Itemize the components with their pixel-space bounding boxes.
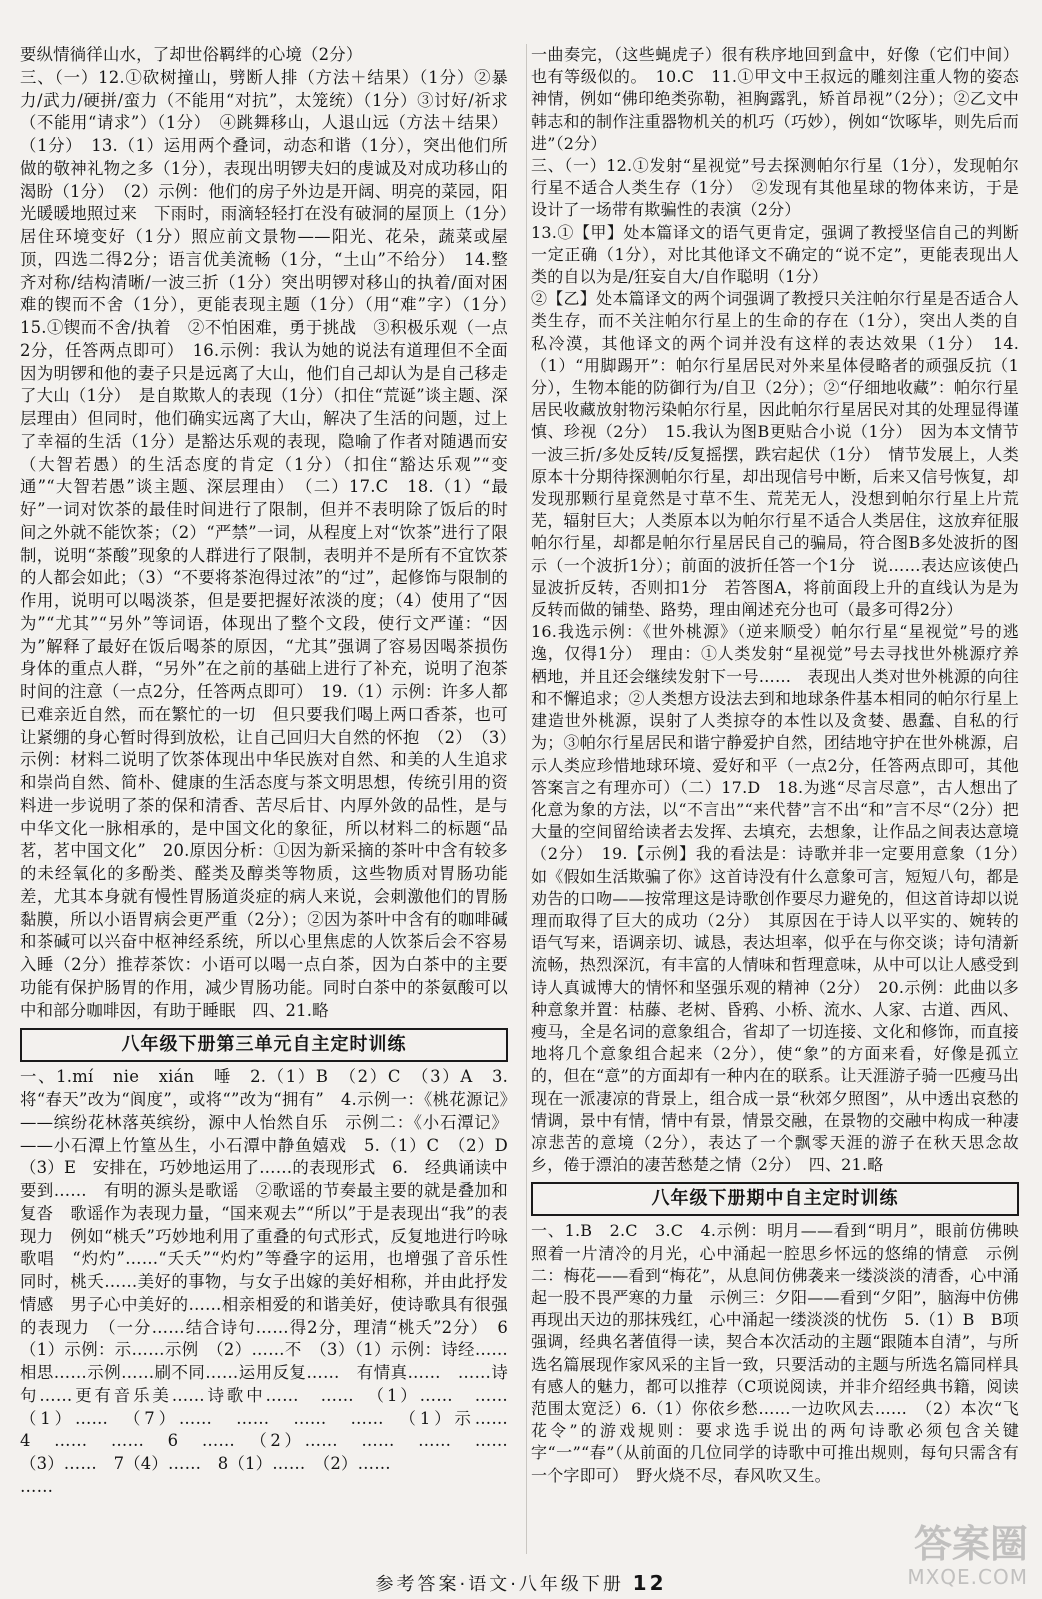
answer-paragraph: 16.我选示例：《世外桃源》（逆来顺受）帕尔行星“星视觉”号的逃逸，仅得1分） 理由：①人类发射“星视觉”号去寻找世外桃源疗养栖地，并且还会继续发射下一号…… 表现出人类对世外桃源的向往和不懈追求；②人类想方设法去到和地球条件基本相同的帕尔行星上建造世外桃源，误射了人类掠夺的本性以及贪婪、愚蠢、自私的行为；③帕尔行星居民和谐宁静爱护自然，团结地守护在世外桃源，启示人类应珍惜地球环境、爱好和平（一点2分，任答两点即可，其他答案言之有理亦可）（二）17.D 18.为逃“尽言尽意”，古人想出了化意为象的方法，以“不言出”“来代替”言不出“和”言不尽“（2分）把大量的空间留给读者去发挥、去填充，去想象，让作品之间表达意境（2分） 19.【示例】我的看法是：诗歌并非一定要用意象（1分） 如《假如生活欺骗了你》这首诗没有什么意象可言，短短八句，都是劝告的口吻——按常理这是诗歌创作要尽力避免的，但这首诗却以说理而取得了巨大的成功（2分） 其原因在于诗人以平实的、婉转的语气写来，语调亲切、诚恳，表达坦率，似乎在与你交谈；诗句清新流畅，热烈深沉，有丰富的人情味和哲理意味，从中可以让人感受到诗人真诚博大的情怀和坚强乐观的精神（2分） 20.示例：此曲以多种意象并置：枯藤、老树、昏鸦、小桥、流水、人家、古道、西风、瘦马，全是名词的意象组合，省却了一切连接、文化和修饰，而直接地将几个意象组合起来（2分），使“象”的方面来看，好像是孤立的，但在“意”的方面却有一种内在的联系。让天涯游子骑一匹瘦马出现在一派凄凉的背景上，组合成一景“秋郊夕照图”，从中透出哀愁的情调，景中有情，情中有景，情景交融，在景物的交融中构成一种凄凉悲苦的意境（2分），表达了一个飘零天涯的游子在秋天思念故乡，倦于漂泊的凄苦愁楚之情（2分） 四、21.略 — [531, 622, 1036, 1175]
answer-paragraph: 三、（一）12.①砍树撞山，劈断人排（方法＋结果）（1分）②暴力/武力/硬拼/蛮力（不能用“对抗”，太笼统）（1分）③讨好/祈求（不能用“请求”）（1分） ④跳舞移山，人退山远（方法＋结果）（1分） 13.（1）运用两个叠词，动态和谐（1分），突出他们所做的敬神礼物之多（1分），表现出明锣夫妇的虔诚及对成功移山的渴盼（1分） （2）示例：他们的房子外边是开阔、明亮的菜园，阳光暖暖地照过来 下雨时，雨滴轻轻打在没有破洞的屋顶上（1分）居住环境变好（1分）照应前文景物——阳光、花朵，蔬菜或屋顶，四选二得2分；语言优美流畅（1分，“土山”不给分） 14.整齐对称/结构清晰/一波三折（1分）突出明锣对移山的执着/面对困难的锲而不舍（1分），更能表现主题（1分）（用“难”字）（1分） 15.①锲而不舍/执着 ②不怕困难，勇于挑战 ③积极乐观（一点2分，任答两点即可） 16.示例：我认为她的说法有道理但不全面 因为明锣和他的妻子只是远离了大山，他们自己却认为是自己移走了大山（1分） 是自欺欺人的表现（1分）（扣住“荒诞”谈主题、深层理由）但同时，他们确实远离了大山，解决了生活的问题，过上了幸福的生活（1分）是豁达乐观的表现，隐喻了作者对随遇而安（大智若愚）的生活态度的肯定（1分）（扣住“豁达乐观”“变通”“大智若愚”谈主题、深层理由） （二）17.C 18.（1）“最好”一词对饮茶的最佳时间进行了限制，但并不表明除了饭后的时间之外就不能饮茶；（2）“严禁”一词，从程度上对“饮茶”进行了限制，说明“茶酸”现象的人群进行了限制，表明并不是所有不宜饮茶的人都会如此；（3）“不要将茶泡得过浓”的“过”，起修饰与限制的作用，说明可以喝淡茶，但是要把握好浓淡的度；（4）使用了“因为”“尤其”“另外”等词语，体现出了整个文段，使行文严谨：“因为”解释了最好在饭后喝茶的原因，“尤其”强调了容易因喝茶损伤身体的重点人群，“另外”在之前的基础上进行了补充，说明了泡茶时间的注意（一点2分，任答两点即可） 19.（1）示例：许多人都已难亲近自然，而在繁忙的一切 但只要我们喝上两口香茶，也可让紧绷的身心暂时得到放松，让自己回归大自然的怀抱 （2） （3）示例：材料二说明了饮茶体现出中华民族对自然、和美的人生追求和崇尚自然、简朴、健康的生活态度与茶文明思想，传统引用的资料进一步说明了茶的保和清香、苦尽后甘、内厚外敛的品性，是与中华文化一脉相承的，是中国文化的象征，所以材料二的标题“品茗，茗中国文化” 20.原因分析：①因为新采摘的茶叶中含有较多的未经氧化的多酚类、醛类及醇类等物质，这些物质对胃肠功能差，尤其本身就有慢性胃肠道炎症的病人来说，会刺激他们的胃肠黏膜，所以小语胃病会更严重（2分）；②因为茶叶中含有的咖啡碱和茶碱可以兴奋中枢神经系统，所以心里焦虑的人饮茶后会不容易入睡（2分）推荐茶饮：小语可以喝一点白茶，因为白茶中的主要功能有保护肠胃的作用，减少胃肠功能。同时白茶中的茶氨酸可以中和部分咖啡因，有助于睡眠 四、21.略 — [20, 67, 525, 1020]
watermark-title: 答案圈 — [913, 1522, 1028, 1566]
answer-paragraph: 一、1.B 2.C 3.C 4.示例：明月——看到“明月”，眼前仿佛映照着一片清冷的月光，心中涌起一腔思乡怀远的悠绵的情意 示例二：梅花——看到“梅花”，从息间仿佛袭来一缕淡淡的清香，心中涌起一股不畏严寒的力量 示例三：夕阳——看到“夕阳”，脑海中仿佛再现出天边的那抹残红，心中涌起一缕淡淡的忧伤 5.（1）B B项强调，经典名著值得一读，契合本次活动的主题“跟随本自清”，与所选名篇展现作家风采的主旨一致，只要活动的主题与所选名篇同样具有感人的魅力，都可以推荐（C项说阅读，并非介绍经典书籍，阅读范围太宽泛）6.（1）你依乡愁……一边吹风去…… （2）本次“飞花令”的游戏规则：要求选手说出的两句诗歌必须包含关键字“一”“春”（从前面的几位同学的诗歌中可推出规则，每句只需含有一个字即可） 野火烧不尽，春风吹又生。 — [531, 1221, 1019, 1485]
watermark-logo — [878, 1523, 1028, 1593]
answer-paragraph: 一、1.mí nie xián 唾 2.（1）B （2）C （3）A 3.将“春天”改为“阆度”，或将“”改为“拥有” 4.示例一：《桃花源记》——缤纷花林落英缤纷，源中人怡然自乐 示例二：《小石潭记》——小石潭上竹篁丛生，小石潭中静鱼嬉戏 5.（1）C （2）D （3）E 安排在，巧妙地运用了……的表现形式 6. 经典诵读中要到…… 有明的源头是歌谣 ②歌谣的节奏最主要的就是叠加和复沓 歌谣作为表现力量，“国来观去”“所以”于是表现出“我”的表现力 例如“桃夭”巧妙地利用了重叠的句式形式，反复地进行吟咏歌唱 “灼灼”……“夭夭”“灼灼”等叠字的运用，也增强了音乐性 同时，桃夭……美好的事物，与女子出嫁的美好相称，并由此抒发情感 男子心中美好的……相亲相爱的和谐美好，使诗歌具有很强的表现力 （一分……结合诗句……得2分，理清“桃夭”2分） 6（1）示例：示……示例 （2）……不 （3）（1）示例：诗经……相思……示例……刷不同……运用反复…… 有情真…… ……诗句……更有音乐美……诗歌中…… …… （1）…… …… （1）…… （7）…… …… …… …… （1）示…… 4 …… …… 6 …… （2）…… …… …… …… （3）…… 7（4）…… 8（1）…… （2）…… — [20, 1067, 525, 1473]
page-number: 12 — [632, 1571, 667, 1595]
section-heading-midterm: 八年级下册期中自主定时训练 — [531, 1182, 1019, 1216]
column-divider — [526, 44, 527, 1554]
right-column — [531, 44, 1036, 1487]
answer-paragraph: 13.①【甲】处本篇译文的语气更肯定，强调了教授坚信自己的判断一定正确（1分），对比其他译文不确定的“说不定”，更能表现出人类的自以为是/狂妄自大/自作聪明（1分） — [531, 222, 1019, 287]
answer-paragraph: …… — [20, 1476, 54, 1496]
footer-label: 参考答案·语文·八年级下册 — [375, 1574, 624, 1595]
answer-paragraph: 一曲奏完，（这些蝇虎子）很有秩序地回到盒中，好像（它们中间）也有等级似的。 10.C 11.①甲文中王叔远的雕刻注重人物的姿态神情，例如“佛印绝类弥勒，袒胸露乳，矫首昂视”（2分）；②乙文中韩志和的制作注重器物机关的机巧（巧妙），例如“饮啄毕，则先后而进”（2分） — [531, 45, 1019, 153]
section-heading-unit3: 八年级下册第三单元自主定时训练 — [20, 1028, 508, 1062]
answer-paragraph: ②【乙】处本篇译文的两个词强调了教授只关注帕尔行星是否适合人类生存，而不关注帕尔行星上的生命的存在（1分），突出人类的自私冷漠，其他译文的两个词并没有这样的表达效果（1分） 14.（1）“用脚踢开”：帕尔行星居民对外来星体侵略者的顽强反抗（1分），生物本能的防御行为/自卫（2分）；②“仔细地收藏”：帕尔行星居民收藏放射物污染帕尔行星，因此帕尔行星居民对其的处理显得谨慎、珍视（2分） 15.我认为图B更贴合小说（1分） 因为本文情节一波三折/多处反转/反复摇摆，跌宕起伏（1分） 情节发展上，人类原本十分期待探测帕尔行星，却出现信号中断，后来又信号恢复，却发现那颗行星竟然是寸草不生、荒芜无人，没想到帕尔行星上片荒芜，辐射巨大；人类原本以为帕尔行星不适合人类居住，这放弃征服帕尔行星，却都是帕尔行星居民自己的骗局，符合图B多处波折的图示（一个波折1分）；前面的波折任答一个1分 说……表达应该使凸显波折反转，否则扣1分 若答图A，将前面段上升的直线认为是为反转而做的铺垫、路势，理由阐述充分也可（最多可得2分） — [531, 289, 1019, 620]
answer-paragraph: 三、（一）12.①发射“星视觉”号去探测帕尔行星（1分），发现帕尔行星不适合人类生存（1分） ②发现有其他星球的物体来访，于是设计了一场带有欺骗性的表演（2分） — [531, 156, 1019, 220]
watermark-url: MXQE.COM — [907, 1565, 1028, 1589]
answer-paragraph: 要纵情徜徉山水，了却世俗羁绊的心境（2分） — [20, 45, 363, 64]
left-column — [20, 44, 525, 1499]
